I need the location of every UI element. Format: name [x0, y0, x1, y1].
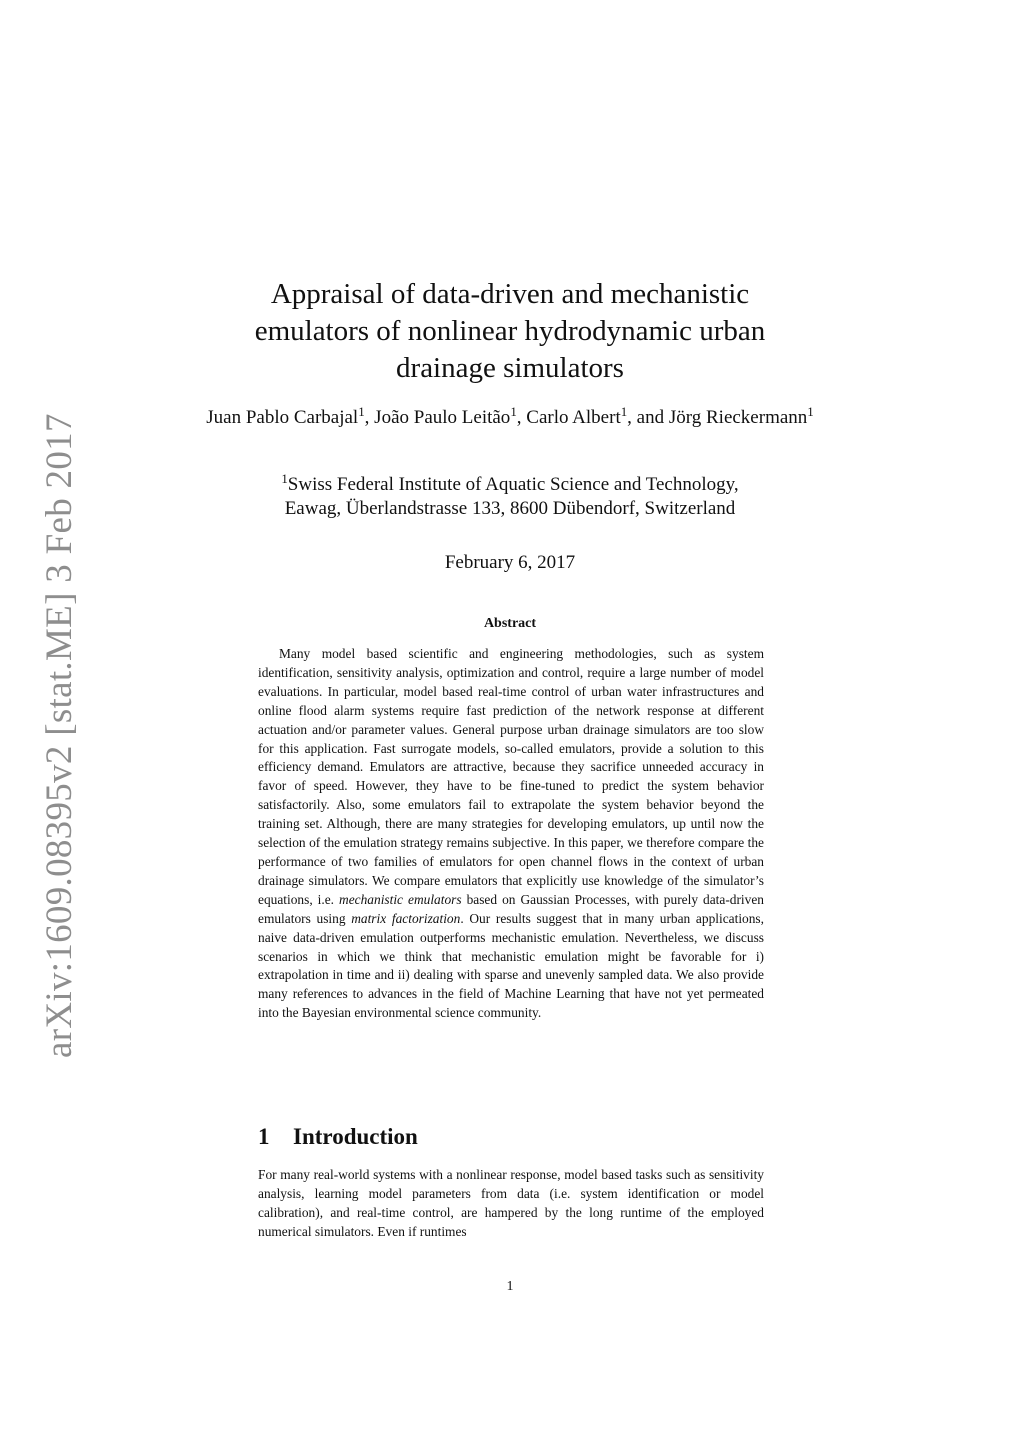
- abstract-text: [258, 645, 764, 1023]
- author-list: [200, 403, 820, 430]
- affiliation-institute: Swiss Federal Institute of Aquatic Science and Technology,: [287, 474, 739, 495]
- affiliation-mark: 1: [620, 403, 628, 419]
- author-separator: , and: [627, 407, 669, 428]
- author-name: Carlo Albert: [526, 407, 621, 428]
- affiliation-mark: 1: [510, 403, 517, 419]
- affiliation-mark: 1: [807, 403, 814, 419]
- abstract-emphasis: mechanistic emulators: [339, 891, 462, 907]
- affiliation: [200, 470, 820, 521]
- abstract-text-part: Many model based scientific and engineering methodologies, such as system identification, sensitivity analysis, optimization and control, require a large number of model evaluations. In particular, model based real-time control of urban water infrastructures and online flood alarm systems require fast prediction of the network response at different actuation and/or parameter values. General purpose urban drainage simulators are too slow for this application. Fast surrogate models, so-called emulators, provide a solution to this efficiency demand. Emulators are attractive, because they sacrifice unneeded accuracy in favor of speed. However, they have to be fine-tuned to predict the system behavior satisfactorily. Also, some emulators fail to extrapolate the system behavior beyond the training set. Although, there are many strategies for developing emulators, up until now the selection of the emulation strategy remains subjective. In this paper, we therefore compare the performance of two families of emulators for open channel flows in the context of urban drainage simulators. We compare emulators that explicitly use knowledge of the simulator’s equations, i.e.: [258, 646, 764, 907]
- author-name: João Paulo Leitão: [374, 407, 511, 428]
- section-heading-introduction: [258, 1122, 418, 1152]
- affiliation-line: [200, 470, 820, 497]
- title-line: Appraisal of data-driven and mechanistic: [270, 278, 750, 310]
- section-body-text: For many real-world systems with a nonlinear response, model based tasks such as sensitivity analysis, learning model parameters from data (i.e. system identification or model calibration), and real-time control, are hampered by the long runtime of the employed numerical simulators. Even if runtimes: [258, 1167, 764, 1239]
- affiliation-address: Eawag, Überlandstrasse 133, 8600 Dübendorf, Switzerland: [284, 498, 736, 519]
- author-separator: ,: [516, 407, 527, 428]
- author-name: Jörg Rieckermann: [668, 407, 808, 428]
- abstract-text-part: . Our results suggest that in many urban applications, naive data-driven emulation outperforms mechanistic emulation. Nevertheless, we discuss scenarios in which we think that mechanistic emulation might be favorable for i) extrapolation in time and ii) dealing with sparse and unevenly sampled data. We also provide many references to advances in the field of Machine Learning that have not yet permeated into the Bayesian environmental science community.: [258, 910, 764, 1021]
- affiliation-mark: 1: [358, 403, 365, 419]
- title-line: drainage simulators: [396, 352, 624, 384]
- title-line: emulators of nonlinear hydrodynamic urban: [254, 315, 766, 347]
- affiliation-mark: 1: [281, 470, 288, 486]
- author-separator: ,: [364, 407, 375, 428]
- abstract-heading: Abstract: [483, 616, 537, 631]
- author-name: Juan Pablo Carbajal: [206, 407, 359, 428]
- arxiv-identifier-stamp: arXiv:1609.08395v2 [stat.ME] 3 Feb 2017: [39, 413, 80, 1058]
- section-number: 1: [258, 1124, 270, 1149]
- page-number: 1: [506, 1279, 514, 1294]
- abstract-text-part: based on Gaussian Processes, with purely data-driven emulators using: [258, 891, 764, 926]
- paper-title: [200, 276, 820, 387]
- publication-date: February 6, 2017: [444, 552, 576, 573]
- section-title: Introduction: [293, 1124, 418, 1149]
- abstract-emphasis: matrix factorization: [351, 910, 461, 926]
